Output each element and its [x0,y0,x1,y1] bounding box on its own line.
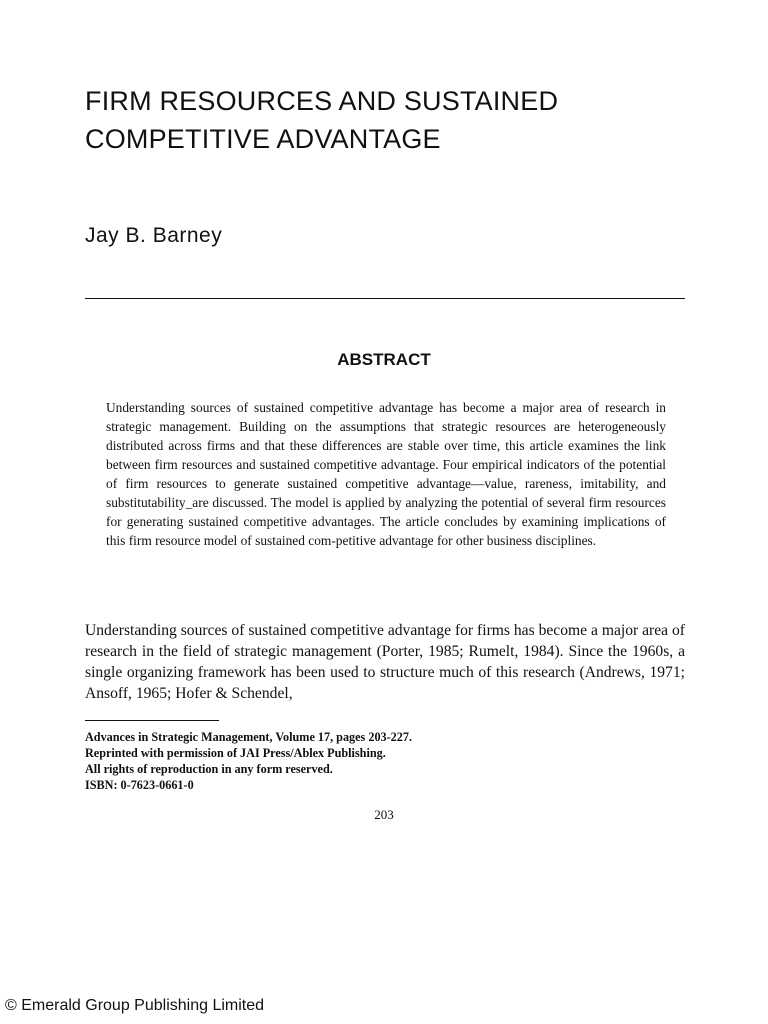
article-title-line-2: COMPETITIVE ADVANTAGE [85,124,441,154]
page-number: 203 [374,807,394,822]
article-title [85,82,705,158]
footnote-line-journal: Advances in Strategic Management, Volume 17, pages 203-227. [85,730,413,744]
footnote-divider [85,720,219,721]
article-author: Jay B. Barney [85,224,223,247]
footnote [85,729,645,793]
abstract-heading: ABSTRACT [337,350,431,369]
body-paragraph: Understanding sources of sustained competitive advantage for firms has become a major area of research in the field of strategic management (Porter, 1985; Rumelt, 1984). Since the 1960s, a single organizing framework has been used to structure much of this research (Andrews, 1971; Ansoff, 1965; Hofer & Schendel, [85,622,685,702]
footnote-line-isbn: ISBN: 0-7623-0661-0 [85,778,194,792]
title-divider [85,298,685,299]
footnote-line-reprint: Reprinted with permission of JAI Press/Ablex Publishing. [85,746,386,760]
abstract-text: Understanding sources of sustained competitive advantage has become a major area of research in strategic management. Building on the assumptions that strategic resources are heterogeneously distributed across firms and that these differences are stable over time, this article examines the link between firm resources and sustained competitive advantage. Four empirical indicators of the potential of firm resources to generate sustained competitive advantage—value, rareness, imitability, and substitutability_are discussed. The model is applied by analyzing the potential of several firm resources for generating sustained competitive advantages. The article concludes by examining implications of this firm resource model of sustained com-petitive advantage for other business disciplines. [106,400,666,548]
footnote-line-rights: All rights of reproduction in any form reserved. [85,762,333,776]
article-title-line-1: FIRM RESOURCES AND SUSTAINED [85,86,559,116]
copyright-notice: © Emerald Group Publishing Limited [5,997,265,1014]
